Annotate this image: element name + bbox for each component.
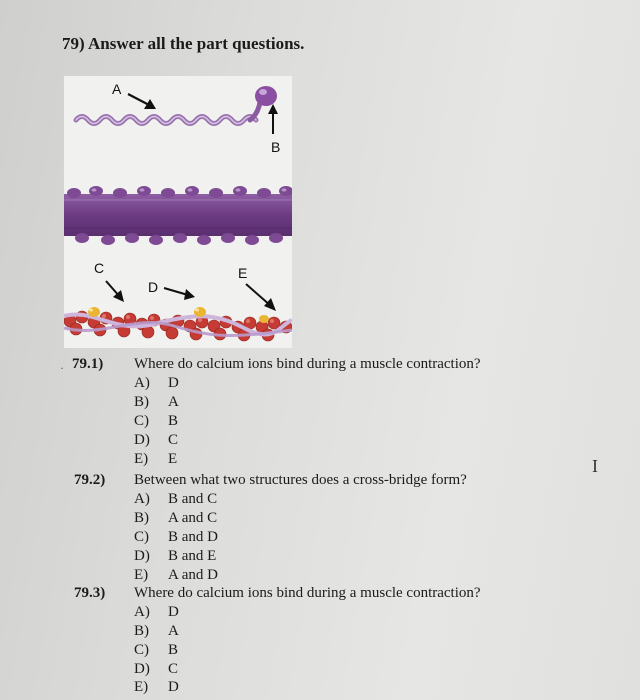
option-letter: B) [134, 394, 149, 410]
option-letter: B) [134, 510, 149, 526]
text-cursor-icon: I [592, 456, 598, 476]
filament-diagram [64, 76, 292, 348]
option-letter: C) [134, 529, 149, 545]
option-letter: E) [134, 451, 149, 467]
arrow-d [164, 288, 195, 300]
question-text: Where do calcium ions bind during a muscle contraction? [134, 585, 481, 601]
myosin-molecule [76, 86, 277, 124]
option-letter: D) [134, 432, 150, 448]
option-text: A and C [168, 510, 218, 526]
option-text: C [168, 432, 179, 448]
answer-option[interactable] [134, 661, 178, 678]
answer-option[interactable] [134, 510, 217, 527]
arrow-b [268, 104, 278, 134]
option-letter: D) [134, 661, 150, 677]
option-letter: E) [134, 679, 149, 695]
option-text: A and D [168, 567, 218, 583]
option-text: A [168, 623, 179, 639]
answer-option[interactable] [134, 623, 179, 640]
answer-option[interactable] [134, 529, 218, 546]
option-letter: A) [134, 375, 150, 391]
option-text: D [168, 679, 179, 695]
label-d: D [148, 279, 159, 295]
option-letter: D) [134, 548, 150, 564]
thin-filament [64, 307, 292, 341]
sarcomere-figure [64, 76, 292, 348]
arrow-c [106, 281, 124, 302]
option-letter: C) [134, 413, 149, 429]
answer-option[interactable] [134, 679, 179, 696]
answer-option[interactable] [134, 394, 179, 411]
option-text: B and E [168, 548, 217, 564]
answer-option[interactable] [134, 491, 217, 508]
answer-option[interactable] [134, 413, 178, 430]
option-letter: B) [134, 623, 149, 639]
question-text: Between what two structures does a cross-bridge form? [134, 472, 467, 488]
option-letter: A) [134, 491, 150, 507]
option-text: B [168, 642, 179, 658]
answer-option[interactable] [134, 375, 179, 392]
option-text: A [168, 394, 179, 410]
option-text: B [168, 413, 179, 429]
label-e: E [238, 265, 248, 281]
thick-filament [64, 186, 292, 245]
answer-option[interactable] [134, 432, 178, 449]
question-text: Where do calcium ions bind during a muscle contraction? [134, 356, 481, 372]
arrow-a [128, 94, 156, 109]
option-text: B and D [168, 529, 218, 545]
question-number: 79.1) [72, 356, 104, 372]
bullet-mark: · [60, 361, 64, 375]
arrow-e [246, 284, 276, 311]
option-text: E [168, 451, 178, 467]
answer-option[interactable] [134, 642, 178, 659]
answer-option[interactable] [134, 567, 218, 584]
option-text: D [168, 604, 179, 620]
option-letter: C) [134, 642, 149, 658]
label-b: B [271, 139, 281, 155]
option-letter: A) [134, 604, 150, 620]
answer-option[interactable] [134, 604, 179, 621]
answer-option[interactable] [134, 548, 216, 565]
label-a: A [112, 81, 122, 97]
option-letter: E) [134, 567, 149, 583]
option-text: B and C [168, 491, 218, 507]
answer-option[interactable] [134, 451, 177, 468]
page-title: 79) Answer all the part questions. [62, 34, 305, 53]
question-number: 79.2) [74, 472, 106, 488]
option-text: D [168, 375, 179, 391]
option-text: C [168, 661, 179, 677]
myosin-head [255, 86, 277, 106]
question-number: 79.3) [74, 585, 106, 601]
label-c: C [94, 260, 105, 276]
